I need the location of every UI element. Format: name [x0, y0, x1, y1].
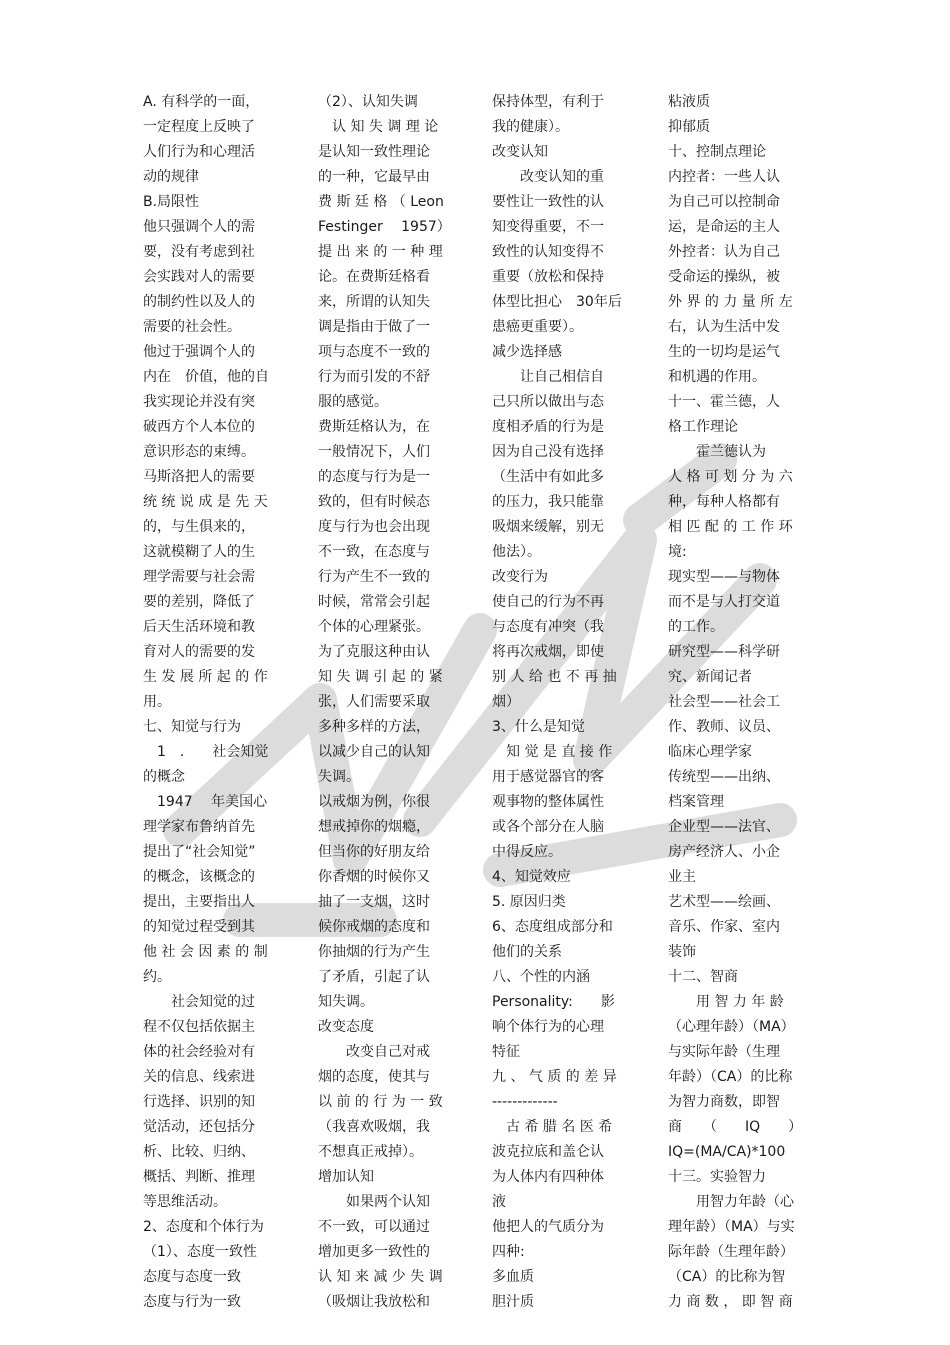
- text-line: 境:: [668, 544, 687, 560]
- text-line: 不想真正戒掉）。: [318, 1144, 423, 1160]
- text-line: 观事物的整体属性: [492, 794, 604, 810]
- text-line: 年龄）（CA）的比称: [668, 1069, 793, 1085]
- text-line: 的概念，该概念的: [143, 869, 255, 885]
- text-line: 种，每种人格都有: [668, 494, 780, 510]
- text-line: 特征: [492, 1044, 520, 1060]
- text-column-2: [318, 90, 466, 1315]
- text-line: 想戒掉你的烟瘾，: [318, 819, 430, 835]
- text-line: 人 格 可 划 分 为 六: [668, 469, 793, 485]
- text-line: 度相矛盾的行为是: [492, 419, 604, 435]
- text-line: 多种多样的方法，: [318, 719, 430, 735]
- text-line: A. 有科学的一面，: [143, 94, 260, 110]
- text-line: 烟的态度，使其与: [318, 1069, 430, 1085]
- text-line: 意识形态的束缚。: [143, 444, 255, 460]
- text-line: 装饰: [668, 944, 696, 960]
- text-line: （吸烟让我放松和: [318, 1294, 430, 1310]
- text-column-1: [143, 90, 291, 1315]
- text-line: 外控者：认为自己: [668, 244, 780, 260]
- text-line: 马斯洛把人的需要: [143, 469, 255, 485]
- text-line: 改变行为: [492, 569, 548, 585]
- text-line: 用于感觉器官的客: [492, 769, 604, 785]
- text-line: 运，是命运的主人: [668, 219, 780, 235]
- text-line: 或各个部分在人脑: [492, 819, 604, 835]
- text-line: 体型比担心 30年后: [492, 294, 622, 310]
- text-line: 知 失 调 引 起 的 紧: [318, 669, 443, 685]
- text-line: B.局限性: [143, 194, 200, 210]
- text-line: 减少选择感: [492, 344, 562, 360]
- text-line: 为人体内有四种体: [492, 1169, 604, 1185]
- text-line: 九 、 气 质 的 差 异: [492, 1069, 617, 1085]
- text-line: 传统型——出纳、: [668, 769, 780, 785]
- text-line: 会实践对人的需要: [143, 269, 255, 285]
- text-line: 1947 年美国心: [143, 794, 268, 810]
- text-line: 提出了“社会知觉”: [143, 844, 256, 860]
- text-line: 后天生活环境和教: [143, 619, 255, 635]
- text-line: 我的健康）。: [492, 119, 569, 135]
- text-line: 程不仅包括依据主: [143, 1019, 255, 1035]
- text-line: 别 人 给 也 不 再 抽: [492, 669, 617, 685]
- text-line: 液: [492, 1194, 506, 1210]
- text-line: 古 希 腊 名 医 希: [492, 1119, 613, 1135]
- text-line: 的制约性以及人的: [143, 294, 255, 310]
- text-line: 十一、霍兰德，人: [668, 394, 780, 410]
- text-line: 的压力，我只能靠: [492, 494, 604, 510]
- text-line: 以 前 的 行 为 一 致: [318, 1094, 443, 1110]
- text-line: 调是指由于做了一: [318, 319, 430, 335]
- text-line: IQ=(MA/CA)*100: [668, 1144, 786, 1160]
- text-line: 关的信息、线索进: [143, 1069, 255, 1085]
- text-line: 四种:: [492, 1244, 525, 1260]
- text-line: 七、知觉与行为: [143, 719, 241, 735]
- text-line: Festinger 1957）: [318, 219, 451, 235]
- text-line: 用智力年龄（心: [668, 1194, 794, 1210]
- text-line: 社会知觉的过: [143, 994, 255, 1010]
- text-line: 知 觉 是 直 接 作: [492, 744, 613, 760]
- text-line: 候你戒烟的态度和: [318, 919, 430, 935]
- text-line: 保持体型，有利于: [492, 94, 604, 110]
- text-line: 致性的认知变得不: [492, 244, 604, 260]
- text-line: 房产经济人、小企: [668, 844, 780, 860]
- text-line: 失调。: [318, 769, 360, 785]
- text-line: 己只所以做出与态: [492, 394, 604, 410]
- text-line: 响个体行为的心理: [492, 1019, 604, 1035]
- text-line: 的工作。: [668, 619, 724, 635]
- text-line: 艺术型——绘画、: [668, 894, 780, 910]
- text-line: 他过于强调个人的: [143, 344, 255, 360]
- text-line: 来，所谓的认知失: [318, 294, 430, 310]
- text-line: 动的规律: [143, 169, 199, 185]
- text-line: 用 智 力 年 龄: [668, 994, 784, 1010]
- text-line: 费斯廷格认为，在: [318, 419, 430, 435]
- text-line: 生 发 展 所 起 的 作: [143, 669, 268, 685]
- text-line: 知变得重要，不一: [492, 219, 604, 235]
- text-line: 改变态度: [318, 1019, 374, 1035]
- text-line: （CA）的比称为智: [668, 1269, 786, 1285]
- text-line: 要，没有考虑到社: [143, 244, 255, 260]
- text-line: 烟）: [492, 694, 520, 710]
- text-line: 的态度与行为是一: [318, 469, 430, 485]
- text-line: 要的差别，降低了: [143, 594, 255, 610]
- text-line: 霍兰德认为: [668, 444, 766, 460]
- text-line: 将再次戒烟，即使: [492, 644, 604, 660]
- text-line: 是认知一致性理论: [318, 144, 430, 160]
- text-line: 而不是与人打交道: [668, 594, 780, 610]
- text-line: 生的一切均是运气: [668, 344, 780, 360]
- text-line: 研究型——科学研: [668, 644, 780, 660]
- text-line: 的概念: [143, 769, 185, 785]
- text-line: 行选择、识别的知: [143, 1094, 255, 1110]
- text-line: 他 社 会 因 素 的 制: [143, 944, 268, 960]
- text-line: 商 （ IQ ）: [668, 1119, 803, 1135]
- text-line: 行为产生不一致的: [318, 569, 430, 585]
- text-line: 现实型——与物体: [668, 569, 780, 585]
- text-line: 与实际年龄（生理: [668, 1044, 780, 1060]
- text-line: 的，与生俱来的，: [143, 519, 255, 535]
- text-line: 企业型——法官、: [668, 819, 780, 835]
- text-line: 音乐、作家、室内: [668, 919, 780, 935]
- text-line: 不一致，在态度与: [318, 544, 430, 560]
- text-line: 论。在费斯廷格看: [318, 269, 430, 285]
- text-line: 理年龄）（MA）与实: [668, 1219, 795, 1235]
- text-line: 受命运的操纵，被: [668, 269, 780, 285]
- text-line: 力 商 数 ， 即 智 商: [668, 1294, 793, 1310]
- text-line: 服的感觉。: [318, 394, 388, 410]
- text-line: 觉活动，还包括分: [143, 1119, 255, 1135]
- text-line: 粘液质: [668, 94, 710, 110]
- text-line: 破西方个人本位的: [143, 419, 255, 435]
- text-line: 知失调。: [318, 994, 374, 1010]
- text-line: 度与行为也会出现: [318, 519, 430, 535]
- text-line: 波克拉底和盖仑认: [492, 1144, 604, 1160]
- text-line: 概括、判断、推理: [143, 1169, 255, 1185]
- text-line: 了矛盾，引起了认: [318, 969, 430, 985]
- text-line: 他们的关系: [492, 944, 562, 960]
- text-line: 让自己相信自: [492, 369, 604, 385]
- text-line: 统 统 说 成 是 先 天: [143, 494, 268, 510]
- text-line: 改变自己对戒: [318, 1044, 430, 1060]
- text-line: 这就模糊了人的生: [143, 544, 255, 560]
- text-line: 认 知 失 调 理 论: [318, 119, 439, 135]
- text-line: 个体的心理紧张。: [318, 619, 430, 635]
- text-line: 作、教师、议员、: [668, 719, 780, 735]
- text-line: 你抽烟的行为产生: [318, 944, 430, 960]
- text-line: 我实现论并没有突: [143, 394, 255, 410]
- text-line: 与态度有冲突（我: [492, 619, 604, 635]
- text-line: 认 知 来 减 少 失 调: [318, 1269, 443, 1285]
- text-line: 态度与行为一致: [143, 1294, 241, 1310]
- text-line: 十、控制点理论: [668, 144, 766, 160]
- text-line: 你香烟的时候你又: [318, 869, 430, 885]
- text-line: 为了克服这种由认: [318, 644, 430, 660]
- text-line: 十二、智商: [668, 969, 738, 985]
- text-line: 多血质: [492, 1269, 534, 1285]
- text-line: 内在 价值，他的自: [143, 369, 269, 385]
- text-line: 等思维活动。: [143, 1194, 227, 1210]
- text-line: 使自己的行为不再: [492, 594, 604, 610]
- text-line: 社会型——社会工: [668, 694, 780, 710]
- text-line: 1 . 社会知觉: [143, 744, 269, 760]
- text-line: 育对人的需要的发: [143, 644, 255, 660]
- text-line: 4、知觉效应: [492, 869, 571, 885]
- text-line: （生活中有如此多: [492, 469, 604, 485]
- text-line: 他只强调个人的需: [143, 219, 255, 235]
- text-line: 理学家布鲁纳首先: [143, 819, 255, 835]
- text-line: （我喜欢吸烟，我: [318, 1119, 430, 1135]
- text-line: 人们行为和心理活: [143, 144, 255, 160]
- text-line: 他把人的气质分为: [492, 1219, 604, 1235]
- text-line: 临床心理学家: [668, 744, 752, 760]
- text-line: 6、态度组成部分和: [492, 919, 613, 935]
- text-line: 提 出 来 的 一 种 理: [318, 244, 443, 260]
- text-line: 右，认为生活中发: [668, 319, 780, 335]
- text-line: 约。: [143, 969, 171, 985]
- text-line: 态度与态度一致: [143, 1269, 241, 1285]
- text-line: 相 匹 配 的 工 作 环: [668, 519, 793, 535]
- text-line: 档案管理: [668, 794, 724, 810]
- text-line: 不一致，可以通过: [318, 1219, 430, 1235]
- text-line: 增加更多一致性的: [318, 1244, 430, 1260]
- text-column-3: [492, 90, 642, 1315]
- text-column-4: [668, 90, 810, 1315]
- text-line: 提出，主要指出人: [143, 894, 255, 910]
- text-line: Personality: 影: [492, 994, 615, 1010]
- text-line: 重要（放松和保持: [492, 269, 604, 285]
- text-line: 时候，常常会引起: [318, 594, 430, 610]
- text-line: 析、比较、归纳、: [143, 1144, 255, 1160]
- text-line: 内控者：一些人认: [668, 169, 780, 185]
- text-line: 用。: [143, 694, 171, 710]
- text-line: 患癌更重要）。: [492, 319, 583, 335]
- text-line: 致的，但有时候态: [318, 494, 430, 510]
- text-line: 增加认知: [318, 1169, 374, 1185]
- text-line: 行为而引发的不舒: [318, 369, 430, 385]
- text-line: -------------: [492, 1094, 558, 1110]
- text-line: 改变认知: [492, 144, 548, 160]
- text-line: 体的社会经验对有: [143, 1044, 255, 1060]
- text-line: 为智力商数，即智: [668, 1094, 780, 1110]
- text-line: 际年龄（生理年龄）: [668, 1244, 794, 1260]
- text-line: 究、新闻记者: [668, 669, 752, 685]
- text-line: 业主: [668, 869, 696, 885]
- text-line: 胆汁质: [492, 1294, 534, 1310]
- text-line: 2、态度和个体行为: [143, 1219, 264, 1235]
- text-line: 一定程度上反映了: [143, 119, 255, 135]
- text-line: （1）、态度一致性: [143, 1244, 257, 1260]
- text-line: 的一种，它最早由: [318, 169, 430, 185]
- text-line: （2）、认知失调: [318, 94, 418, 110]
- text-line: 为自己可以控制命: [668, 194, 780, 210]
- text-line: 费 斯 廷 格 （ Leon: [318, 194, 444, 210]
- text-line: 3、什么是知觉: [492, 719, 585, 735]
- text-line: 以戒烟为例，你很: [318, 794, 430, 810]
- text-line: 5. 原因归类: [492, 894, 566, 910]
- text-line: 需要的社会性。: [143, 319, 241, 335]
- text-line: 张，人们需要采取: [318, 694, 430, 710]
- text-line: 改变认知的重: [492, 169, 604, 185]
- text-line: 项与态度不一致的: [318, 344, 430, 360]
- text-line: 他法）。: [492, 544, 541, 560]
- text-line: 以减少自己的认知: [318, 744, 430, 760]
- text-line: 中得反应。: [492, 844, 562, 860]
- text-line: 一般情况下，人们: [318, 444, 430, 460]
- text-line: 抑郁质: [668, 119, 710, 135]
- text-line: 要性让一致性的认: [492, 194, 604, 210]
- text-line: 外 界 的 力 量 所 左: [668, 294, 793, 310]
- text-line: 的知觉过程受到其: [143, 919, 255, 935]
- text-line: 但当你的好朋友给: [318, 844, 430, 860]
- text-line: 因为自己没有选择: [492, 444, 604, 460]
- text-line: （心理年龄）（MA）: [668, 1019, 795, 1035]
- text-line: 八、个性的内涵: [492, 969, 590, 985]
- text-line: 和机遇的作用。: [668, 369, 766, 385]
- text-line: 十三。实验智力: [668, 1169, 766, 1185]
- text-line: 吸烟来缓解，别无: [492, 519, 604, 535]
- text-line: 格工作理论: [668, 419, 738, 435]
- text-line: 抽了一支烟，这时: [318, 894, 430, 910]
- text-line: 理学需要与社会需: [143, 569, 255, 585]
- text-line: 如果两个认知: [318, 1194, 430, 1210]
